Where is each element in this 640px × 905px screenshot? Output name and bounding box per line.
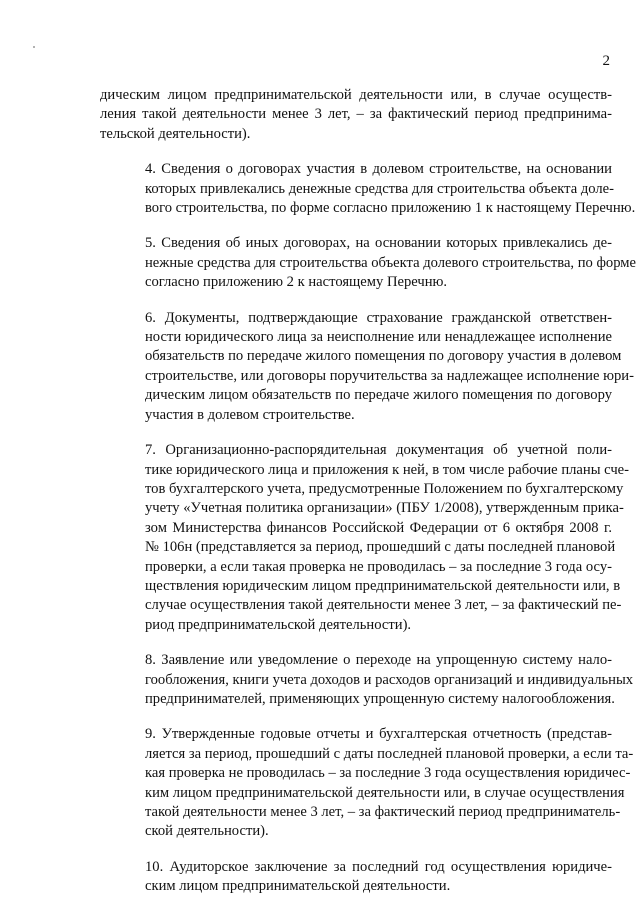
text-line: такой деятельности менее 3 лет, – за фактический период предприниматель- (145, 804, 621, 820)
text-line: нежные средства для строительства объекта долевого строительства, по форме (145, 254, 637, 271)
text-line: 8. Заявление или уведомление о переходе на упрощенную систему нало- (145, 652, 612, 669)
text-line: проверки, а если такая проверка не проводилась – за последние 3 года осу- (145, 558, 612, 575)
text-line: ляется за период, прошедший с даты последней плановой проверки, а если та- (145, 745, 634, 762)
text-line: предпринимателей, применяющих упрощенную систему налогообложения. (145, 690, 615, 707)
text-line: ской деятельности). (145, 823, 269, 840)
text-line: 4. Сведения о договорах участия в долевом строительстве, на основании (145, 161, 612, 178)
text-line: обязательств по передаче жилого помещения по договору участия в долевом (145, 348, 622, 365)
document-body (100, 86, 637, 897)
paragraph-gap (100, 218, 612, 234)
text-line: ким лицом предпринимательской деятельности или, в случае осуществления (145, 784, 625, 801)
paragraph-gap (100, 709, 612, 725)
text-line: 6. Документы, подтверждающие страхование гражданской ответствен- (145, 309, 612, 326)
text-line: учету «Учетная политика организации» (ПБУ 1/2008), утвержденным прика- (145, 500, 624, 517)
text-line: вого строительства, по форме согласно приложению 1 к настоящему Перечню. (145, 200, 636, 217)
text-line: тике юридического лица и приложения к ней, в том числе рабочие планы сче- (145, 461, 630, 478)
paragraph-gap (100, 635, 612, 651)
paragraph-gap (100, 842, 612, 858)
text-line: 5. Сведения об иных договорах, на основании которых привлекались де- (145, 235, 612, 252)
text-line: 7. Организационно-распорядительная документация об учетной поли- (145, 442, 612, 459)
paragraph-item-10 (100, 858, 612, 897)
paragraph-gap (100, 144, 612, 160)
text-line: ления такой деятельности менее 3 лет, – за фактический период предпринима- (100, 106, 612, 123)
text-line: участия в долевом строительстве. (145, 406, 355, 423)
paragraph-gap (100, 293, 612, 309)
text-line: риод предпринимательской деятельности). (145, 616, 412, 633)
text-line: случае осуществления такой деятельности менее 3 лет, – за фактический пе- (145, 597, 622, 614)
text-line: 10. Аудиторское заключение за последний год осуществления юридиче- (145, 858, 612, 875)
paragraph-item-9 (100, 725, 634, 841)
paragraph-continuation (100, 86, 612, 144)
text-line: ществления юридическим лицом предпринимательской деятельности или, в (145, 577, 621, 594)
text-line: строительстве, или договоры поручительства за надлежащее исполнение юри- (145, 367, 634, 384)
paragraph-item-5 (100, 234, 637, 292)
scan-artifact-dot (33, 46, 35, 48)
text-line: № 106н (представляется за период, прошедший с даты последней плановой (145, 539, 616, 556)
paragraph-item-7 (100, 441, 630, 635)
page-number: 2 (602, 53, 610, 69)
text-line: согласно приложению 2 к настоящему Перечню. (145, 274, 448, 291)
text-line: дическим лицом обязательств по передаче жилого помещения по договору (145, 387, 612, 404)
paragraph-item-4 (100, 160, 636, 218)
text-line: гообложения, книги учета доходов и расходов организаций и индивидуальных (145, 671, 634, 688)
text-line: кая проверка не проводилась – за последние 3 года осуществления юридичес- (145, 765, 631, 782)
text-line: дическим лицом предпринимательской деятельности или, в случае осуществ- (100, 87, 612, 103)
paragraph-gap (100, 425, 612, 441)
text-line: которых привлекались денежные средства для строительства объекта доле- (145, 180, 614, 197)
paragraph-item-8 (100, 651, 634, 709)
text-line: ности юридического лица за неисполнение или ненадлежащее исполнение (145, 329, 612, 346)
text-line: 9. Утвержденные годовые отчеты и бухгалтерская отчетность (представ- (145, 726, 612, 743)
text-line: тельской деятельности). (100, 125, 251, 142)
text-line: тов бухгалтерского учета, предусмотренные Положением по бухгалтерскому (145, 480, 624, 497)
text-line: зом Министерства финансов Российской Федерации от 6 октября 2008 г. (145, 519, 612, 536)
paragraph-item-6 (100, 309, 634, 425)
text-line: ским лицом предпринимательской деятельности. (145, 878, 451, 895)
